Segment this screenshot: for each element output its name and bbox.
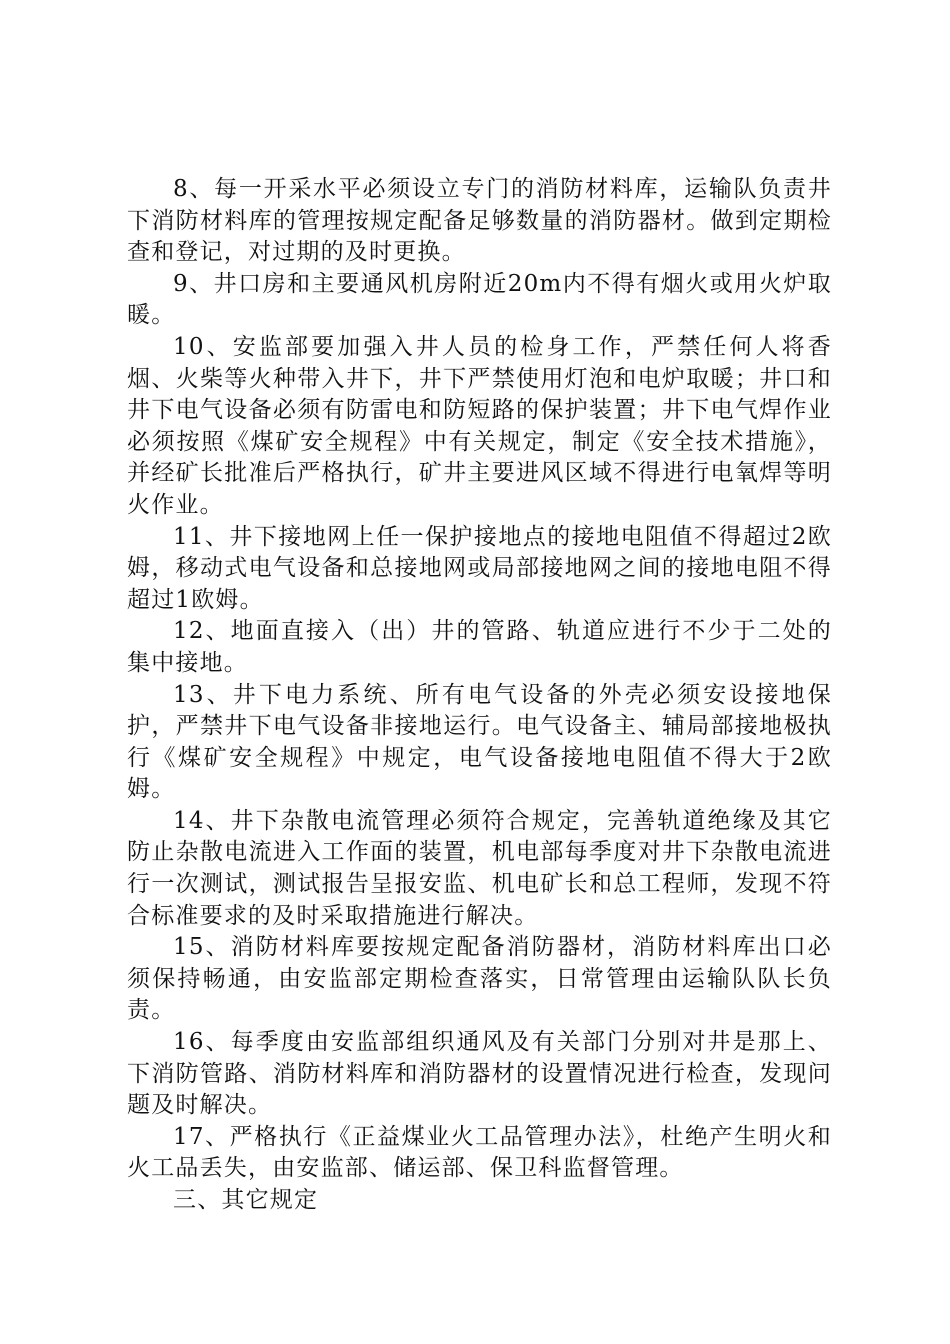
paragraph-item-16: 16、每季度由安监部组织通风及有关部门分别对井是那上、下消防管路、消防材料库和消防器材的设置情况进行检查，发现问题及时解决。 — [127, 1029, 832, 1119]
paragraph-item-11: 11、井下接地网上任一保护接地点的接地电阻值不得超过2欧姆，移动式电气设备和总接地网或局部接地网之间的接地电阻不得超过1欧姆。 — [127, 523, 832, 613]
paragraph-item-13: 13、井下电力系统、所有电气设备的外壳必须安设接地保护，严禁井下电气设备非接地运行。电气设备主、辅局部接地极执行《煤矿安全规程》中规定，电气设备接地电阻值不得大于2欧姆。 — [127, 681, 832, 803]
paragraph-item-15: 15、消防材料库要按规定配备消防器材，消防材料库出口必须保持畅通，由安监部定期检查落实，日常管理由运输队队长负责。 — [127, 934, 832, 1024]
paragraph-item-17: 17、严格执行《正益煤业火工品管理办法》，杜绝产生明火和火工品丢失，由安监部、储运部、保卫科监督管理。 — [127, 1123, 832, 1182]
paragraph-item-12: 12、地面直接入（出）井的管路、轨道应进行不少于二处的集中接地。 — [127, 618, 832, 676]
document-body — [127, 174, 832, 1217]
section-heading-other-rules: 三、其它规定 — [173, 1187, 319, 1213]
paragraph-item-9: 9、井口房和主要通风机房附近20m内不得有烟火或用火炉取暖。 — [127, 270, 832, 329]
paragraph-item-14: 14、井下杂散电流管理必须符合规定，完善轨道绝缘及其它防止杂散电流进入工作面的装置，机电部每季度对井下杂散电流进行一次测试，测试报告呈报安监、机电矿长和总工程师，发现不符合标准要求的及时采取措施进行解决。 — [127, 807, 832, 929]
paragraph-item-10: 10、安监部要加强入井人员的检身工作，严禁任何人将香烟、火柴等火种带入井下，井下严禁使用灯泡和电炉取暖；井口和井下电气设备必须有防雷电和防短路的保护装置；井下电气焊作业必须按照《煤矿安全规程》中有关规定，制定《安全技术措施》，并经矿长批准后严格执行，矿井主要进风区域不得进行电氧焊等明火作业。 — [127, 333, 832, 518]
paragraph-item-8: 8、每一开采水平必须设立专门的消防材料库，运输队负责井下消防材料库的管理按规定配备足够数量的消防器材。做到定期检查和登记，对过期的及时更换。 — [127, 176, 832, 266]
